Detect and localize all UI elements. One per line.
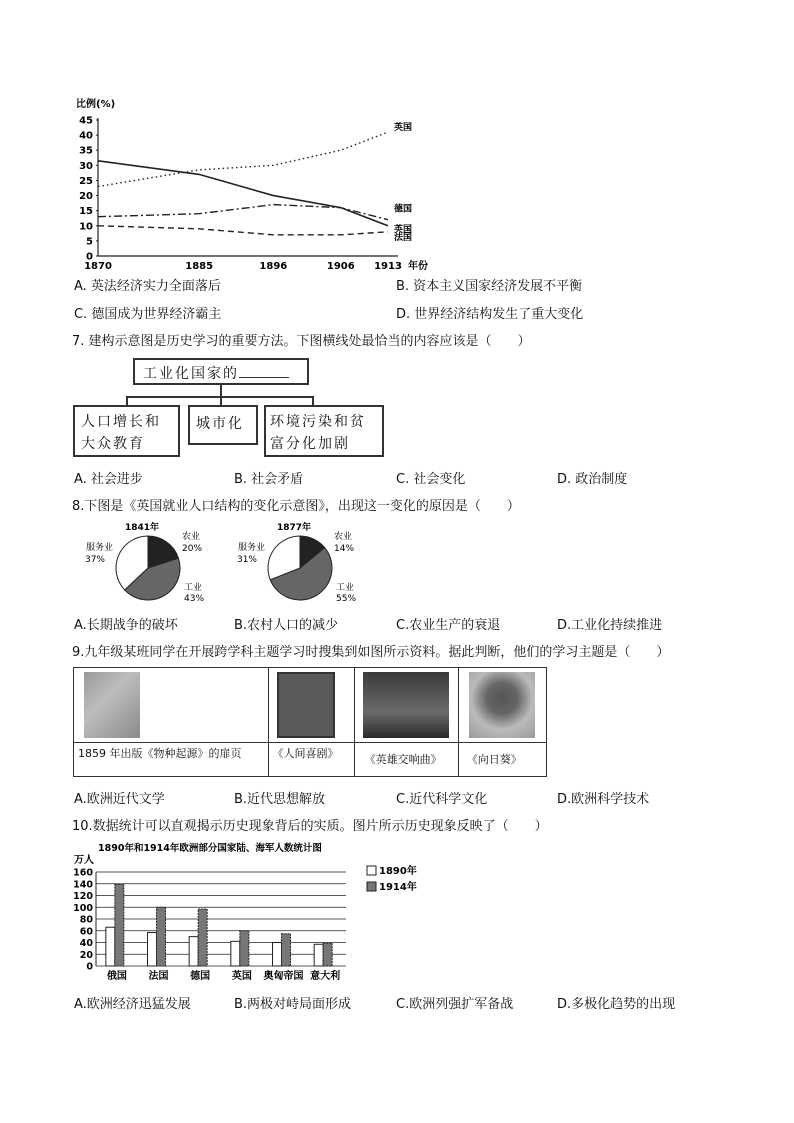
x-axis-label: 年份	[408, 261, 428, 272]
y-tick-label: 140	[73, 879, 93, 891]
y-axis-label: 比例(%)	[76, 99, 116, 110]
pie-value-agriculture: 20%	[182, 544, 203, 554]
q9-caption-2: 《人间喜剧》	[268, 743, 354, 777]
q7-stem: 7. 建构示意图是历史学习的重要方法。下图横线处最恰当的内容应该是（ ）	[72, 334, 531, 349]
q9-caption-4: 《向日葵》	[458, 743, 546, 777]
bar-1890	[106, 927, 115, 966]
q9-caption-1: 1859 年出版《物种起源》的扉页	[74, 743, 269, 777]
q6-option-d[interactable]: D. 世界经济结构发生了重大变化	[396, 307, 584, 322]
y-tick-label: 20	[79, 949, 93, 961]
pie-label-agriculture: 农业	[334, 532, 353, 542]
pie-label-industry: 工业	[336, 583, 355, 593]
q8-option-a[interactable]: A.长期战争的破坏	[74, 618, 178, 633]
q9-stem: 9.九年级某班同学在开展跨学科主题学习时搜集到如图所示资料。据此判断，他们的学习主题是（ ）	[72, 645, 670, 660]
series-line-dashed	[98, 226, 388, 235]
q9-option-d[interactable]: D.欧洲科学技术	[557, 792, 650, 807]
bar-1890	[189, 937, 198, 966]
q8-option-b[interactable]: B.农村人口的减少	[234, 618, 339, 633]
legend-label: 1914年	[379, 882, 417, 893]
bar-1914	[240, 931, 249, 966]
y-tick-label: 120	[73, 891, 93, 902]
y-tick-label: 100	[73, 902, 93, 914]
q7-option-a[interactable]: A. 社会进步	[74, 472, 143, 487]
q10-stem: 10.数据统计可以直观揭示历史现象背后的实质。图片所示历史现象反映了（ ）	[72, 819, 548, 834]
y-tick-label: 160	[73, 867, 93, 879]
bar-1914	[323, 943, 332, 966]
pie-value-services: 31%	[236, 555, 257, 565]
q10-bar-chart	[70, 840, 450, 988]
q10-option-c[interactable]: C.欧洲列强扩军备战	[396, 997, 514, 1012]
legend-swatch	[367, 882, 376, 891]
pie-year-label: 1877年	[276, 523, 312, 533]
pie-label-agriculture: 农业	[182, 532, 201, 542]
y-tick-label: 0	[86, 251, 93, 263]
pie-label-industry: 工业	[184, 583, 203, 593]
pie-value-industry: 55%	[336, 594, 357, 604]
series-end-label: 法国	[394, 232, 413, 243]
q6-option-c[interactable]: C. 德国成为世界经济霸主	[74, 307, 222, 322]
series-end-label: 德国	[394, 204, 413, 215]
x-tick-label: 奥匈帝国	[263, 971, 304, 982]
human-comedy-book-image	[277, 672, 335, 738]
bar-1890	[273, 943, 282, 967]
q7-box-pollution: 环境污染和贫富分化加剧	[264, 405, 384, 457]
pie-value-industry: 43%	[184, 594, 205, 604]
bar-1890	[314, 944, 323, 966]
series-line-dotted	[98, 132, 388, 186]
x-tick-label: 1870	[84, 261, 112, 272]
q7-box-population: 人口增长和大众教育	[73, 405, 180, 457]
y-tick-label: 25	[79, 175, 93, 187]
q10-option-d[interactable]: D.多极化趋势的出现	[557, 997, 676, 1012]
x-tick-label: 1885	[185, 261, 214, 272]
bar-1914	[115, 884, 124, 966]
q7-top-box	[133, 358, 309, 385]
y-tick-label: 40	[79, 130, 93, 142]
q6-line-chart	[60, 92, 440, 272]
q9-option-b[interactable]: B.近代思想解放	[234, 792, 326, 807]
y-tick-label: 60	[79, 926, 93, 938]
x-tick-label: 1913	[374, 261, 402, 272]
q8-stem: 8.下图是《英国就业人口结构的变化示意图》，出现这一变化的原因是（ ）	[72, 499, 520, 514]
q9-option-a[interactable]: A.欧洲近代文学	[74, 792, 165, 807]
bar-1890	[231, 941, 240, 966]
q7-option-b[interactable]: B. 社会矛盾	[234, 472, 304, 487]
series-end-label: 英国	[394, 224, 413, 235]
q9-material-table	[73, 667, 547, 777]
y-tick-label: 40	[79, 938, 93, 949]
legend-swatch	[367, 866, 376, 875]
pie-label-services: 服务业	[85, 543, 113, 553]
q8-option-d[interactable]: D.工业化持续推进	[557, 618, 663, 633]
q8-pie-charts	[70, 520, 370, 610]
pie-value-services: 37%	[84, 555, 105, 565]
pie-year-label: 1841年	[124, 523, 160, 533]
bar-1890	[148, 933, 157, 966]
origin-of-species-title-page-image	[84, 672, 140, 738]
series-line-dash-dot	[98, 205, 388, 220]
q7-option-d[interactable]: D. 政治制度	[557, 472, 628, 487]
q9-caption-3: 《英雄交响曲》	[354, 743, 458, 777]
bar-1914	[198, 909, 207, 966]
x-tick-label: 英国	[231, 971, 252, 982]
series-end-label: 英国	[394, 123, 413, 134]
q10-option-b[interactable]: B.两极对峙局面形成	[234, 997, 352, 1012]
q7-option-c[interactable]: C. 社会变化	[396, 472, 466, 487]
y-axis-label: 万人	[74, 855, 94, 866]
x-tick-label: 1906	[326, 261, 355, 272]
y-tick-label: 15	[79, 206, 93, 218]
chart-title: 1890年和1914年欧洲部分国家陆、海军人数统计图	[98, 843, 322, 854]
q10-option-a[interactable]: A.欧洲经济迅猛发展	[74, 997, 191, 1012]
x-tick-label: 德国	[190, 971, 211, 982]
bar-1914	[157, 907, 166, 966]
legend-label: 1890年	[379, 866, 417, 877]
y-tick-label: 10	[79, 221, 93, 233]
q7-top-box-text: 工业化国家的	[143, 366, 239, 382]
y-tick-label: 0	[86, 961, 93, 973]
pie-label-services: 服务业	[237, 543, 265, 553]
y-tick-label: 80	[79, 914, 93, 926]
bar-1914	[282, 934, 291, 966]
heroic-symphony-image	[363, 672, 449, 738]
q9-option-c[interactable]: C.近代科学文化	[396, 792, 488, 807]
x-tick-label: 法国	[148, 971, 169, 982]
sunflowers-painting-image	[469, 672, 535, 738]
pie-value-agriculture: 14%	[334, 544, 355, 554]
q6-option-a[interactable]: A. 英法经济实力全面落后	[74, 279, 221, 294]
x-tick-label: 意大利	[310, 971, 341, 982]
x-tick-label: 1896	[259, 261, 288, 272]
q8-option-c[interactable]: C.农业生产的衰退	[396, 618, 501, 633]
y-tick-label: 45	[79, 115, 93, 127]
y-tick-label: 35	[79, 145, 93, 157]
y-tick-label: 30	[79, 160, 93, 172]
y-tick-label: 20	[79, 191, 93, 203]
x-tick-label: 俄国	[106, 971, 127, 982]
y-tick-label: 5	[86, 236, 93, 248]
q6-option-b[interactable]: B. 资本主义国家经济发展不平衡	[396, 279, 583, 294]
q7-box-urbanization: 城市化	[188, 405, 258, 445]
